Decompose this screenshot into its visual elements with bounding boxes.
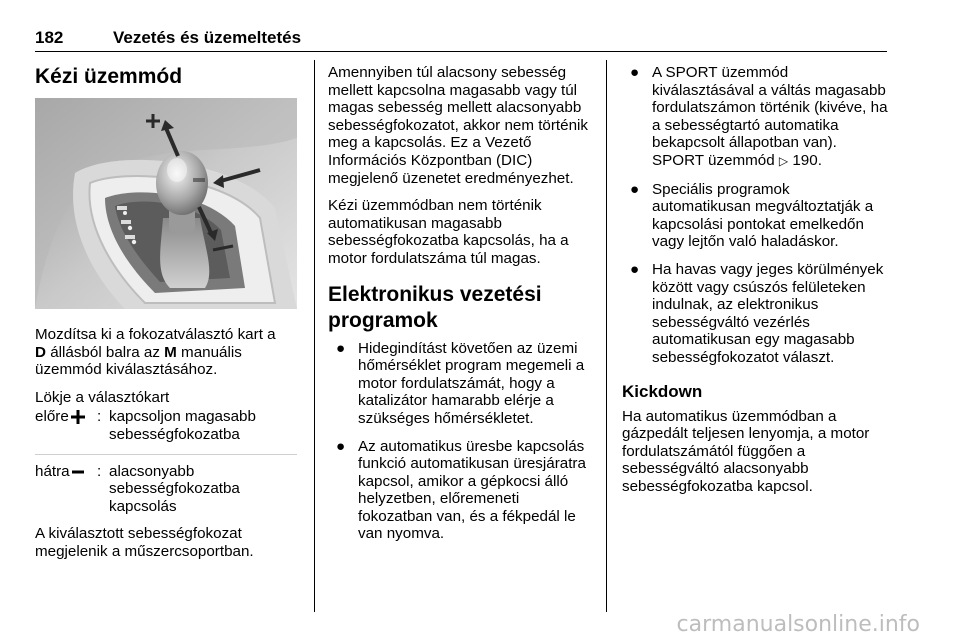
programs-list-continued <box>622 64 890 367</box>
back-label-cell <box>35 463 97 516</box>
bullet-dot: ● <box>336 437 346 455</box>
column-1 <box>35 64 297 571</box>
gear-display-paragraph: A kiválasztott sebességfokozat megjelenik a műszercsoportban. <box>35 525 254 560</box>
forward-text: kapcsoljon magasabb sebességfokozatba <box>109 408 256 443</box>
watermark: carmanualsonline.info <box>676 612 920 637</box>
list-item <box>622 261 890 367</box>
list-item-text: Speciális programok automatikusan megváltoztatják a kapcsolási pontokat emelkedőn vagy lejtőn való haladáskor. <box>652 180 874 251</box>
column-2 <box>328 64 594 553</box>
list-item-text: A SPORT üzemmód kiválasztásával a váltás magasabb fordulatszámon történik (kivéve, ha a sebességtartó automatika bekapcsolt állapotban van). SPORT üzemmód <box>652 64 888 169</box>
bullet-dot: ● <box>630 64 640 81</box>
intro-pre: Mozdítsa ki a fokozatválasztó kart a <box>35 326 276 343</box>
back-label: hátra <box>35 462 70 480</box>
list-item <box>328 438 594 544</box>
list-item-text: Ha havas vagy jeges körülmények között vagy csúszós felületeken indulnak, az elektronikus sebességváltó vezérlés automatikusan egy magasabb sebességfokozatot választ. <box>652 260 884 366</box>
list-item <box>328 340 594 428</box>
back-colon: : <box>97 462 102 480</box>
forward-label: előre <box>35 408 69 426</box>
list-item <box>622 181 890 251</box>
bullet-dot: ● <box>336 339 346 357</box>
electronic-programs-list <box>328 340 594 544</box>
bullet-dot: ● <box>630 180 640 198</box>
intro-paragraph <box>35 326 297 379</box>
paragraph-downshift-blocked: Amennyiben túl alacsony sebesség mellett kapcsolna magasabb vagy túl magas sebesség mellett alacsonyabb sebességfokozatot, akkor nem történik meg a kapcsolás. Ez a Vezető Információs Központban (DIC) megjelenő üzenetet eredményezhet. <box>328 64 589 187</box>
back-text: alacsonyabb sebességfokozatba kapcsolás <box>109 462 240 515</box>
paragraph-no-auto-upshift: Kézi üzemmódban nem történik automatikusan magasabb sebességfokozatba kapcsolás, ha a motor fordulatszáma túl magas. <box>328 197 569 267</box>
forward-colon: : <box>97 408 102 426</box>
gear-shift-manual-mode-photo-icon <box>35 98 297 309</box>
section-title-electronic-programs: Elektronikus vezetési programok <box>328 282 542 332</box>
intro-post: manuális üzemmód kiválasztásához. <box>35 343 242 379</box>
page-header <box>35 28 887 50</box>
column-divider-2 <box>606 60 607 612</box>
forward-label-cell <box>35 408 97 443</box>
minus-icon <box>72 465 84 479</box>
list-item <box>622 64 890 171</box>
header-title: Vezetés és üzemeltetés <box>113 28 302 47</box>
list-item-text: Az automatikus üresbe kapcsolás funkció automatikusan üresjáratra kapcsol, amikor a gépkocsi álló helyzetben, előremeneti fokozatban van, és a fékpedál le van nyomva. <box>358 437 586 543</box>
intro-d: D <box>35 343 46 361</box>
column-3 <box>622 64 890 505</box>
page-reference[interactable]: 190. <box>788 151 822 169</box>
header-rule <box>35 51 887 52</box>
page-number: 182 <box>35 28 64 47</box>
gear-shift-photo <box>35 98 297 309</box>
page-reference-icon[interactable]: ▷ <box>778 153 789 168</box>
push-label: Lökje a választókart <box>35 388 170 406</box>
intro-m: M <box>164 343 177 361</box>
kickdown-paragraph: Ha automatikus üzemmódban a gázpedált teljesen lenyomja, a motor fordulatszámától függően a sebességváltó alacsonyabb sebességfokozatba kapcsol. <box>622 407 870 495</box>
definition-divider <box>35 454 297 455</box>
bullet-dot: ● <box>630 260 640 278</box>
forward-definition <box>35 408 297 443</box>
back-definition <box>35 463 297 516</box>
list-item-text: Hidegindítást követően az üzemi hőmérséklet program megemeli a motor fordulatszámát, hogy a katalizátor hamarabb elérje a szükséges hőmérsékletet. <box>358 339 585 427</box>
intro-mid: állásból balra az <box>45 343 165 361</box>
section-title-manual-mode: Kézi üzemmód <box>35 65 183 88</box>
section-title-kickdown: Kickdown <box>622 381 703 401</box>
plus-icon <box>71 410 85 424</box>
column-divider-1 <box>314 60 315 612</box>
